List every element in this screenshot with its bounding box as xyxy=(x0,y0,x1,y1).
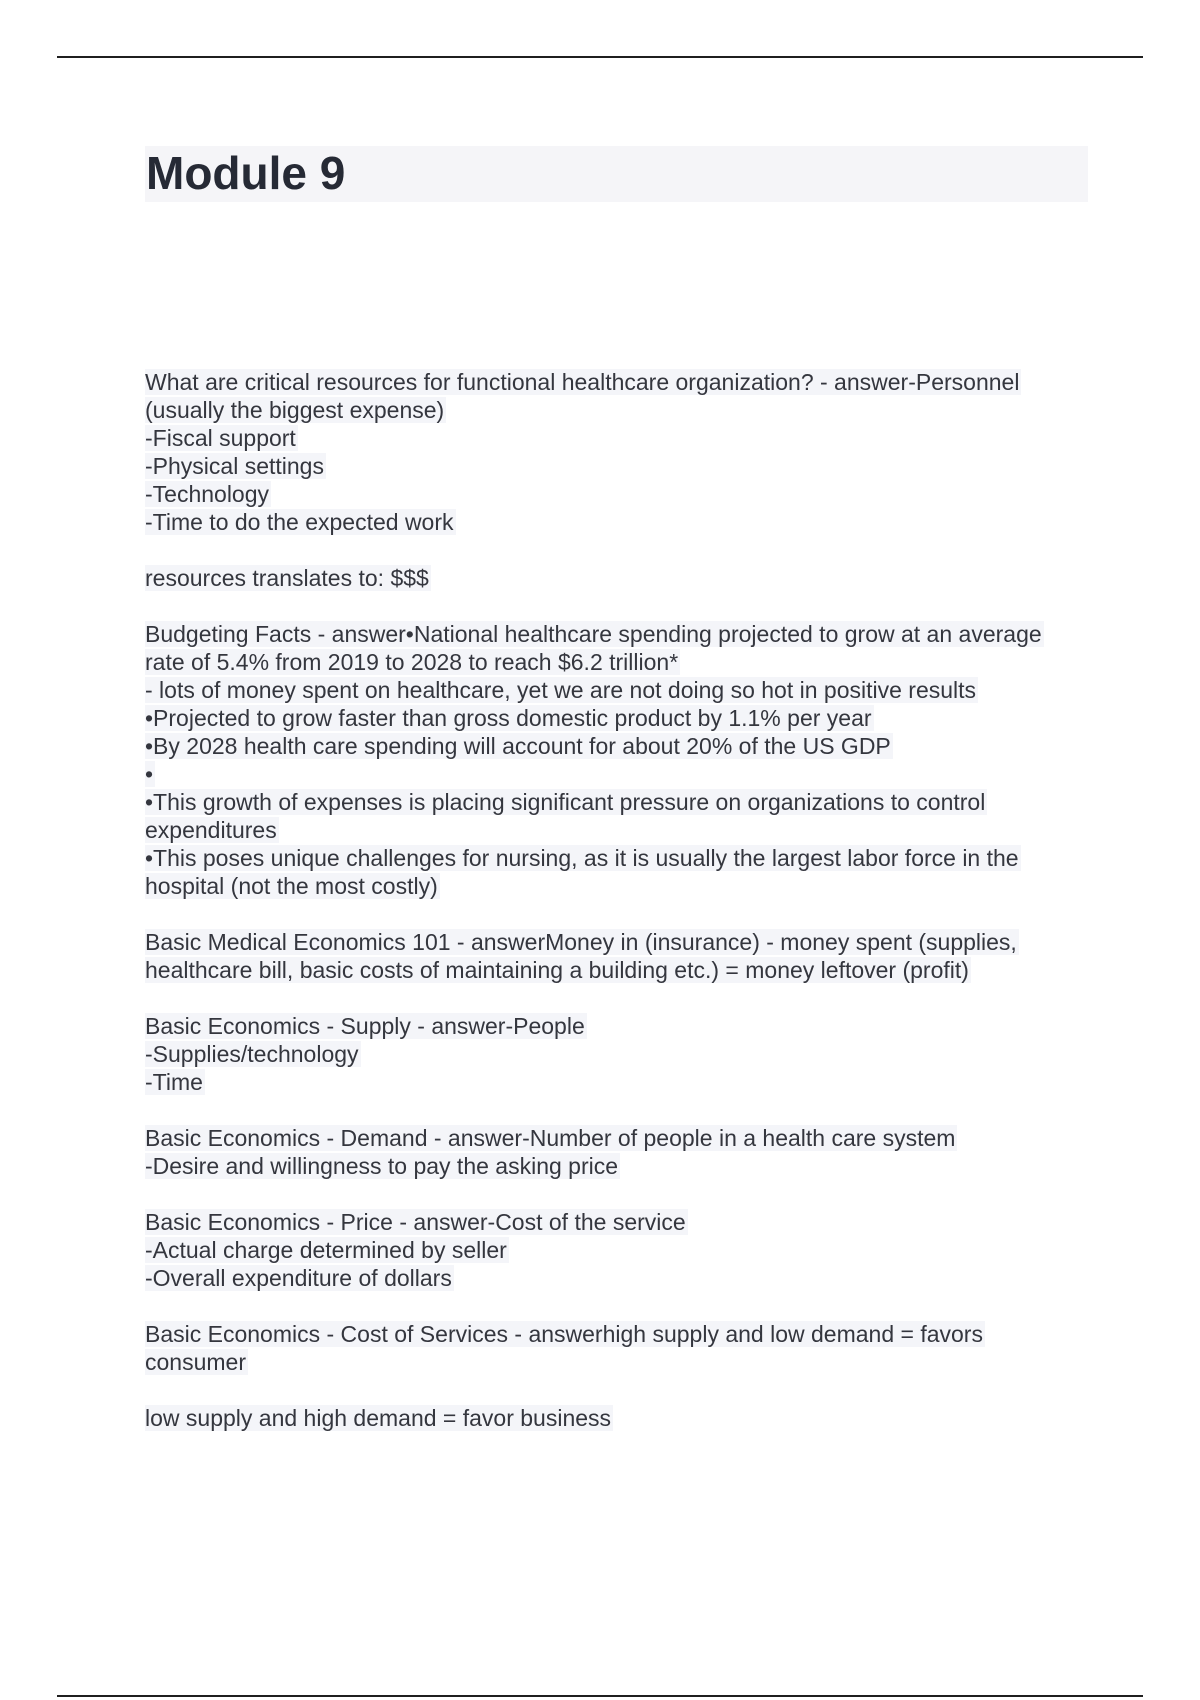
qa-entry xyxy=(145,1320,1095,1376)
text-line-content: -Time xyxy=(145,1069,203,1095)
text-line-content: low supply and high demand = favor business xyxy=(145,1405,612,1431)
text-line xyxy=(145,1348,1095,1376)
text-line xyxy=(145,956,1095,984)
qa-entry xyxy=(145,1208,1095,1292)
text-line xyxy=(145,1152,1095,1180)
text-line-content: (usually the biggest expense) xyxy=(145,397,445,423)
text-line-content: Basic Economics - Cost of Services - answerhigh supply and low demand = favors xyxy=(145,1321,983,1347)
text-line-content: -Actual charge determined by seller xyxy=(145,1237,507,1263)
text-line-content: healthcare bill, basic costs of maintaining a building etc.) = money leftover (profit) xyxy=(145,957,969,983)
text-line xyxy=(145,1124,1095,1152)
text-line-content: hospital (not the most costly) xyxy=(145,873,438,899)
text-line xyxy=(145,1208,1095,1236)
text-line xyxy=(145,676,1095,704)
text-line-content: What are critical resources for functional healthcare organization? - answer-Personnel xyxy=(145,369,1020,395)
text-line-content: Budgeting Facts - answer•National healthcare spending projected to grow at an average xyxy=(145,621,1042,647)
text-line-content: • xyxy=(145,761,154,787)
qa-entry xyxy=(145,928,1095,984)
text-line-content: -Time to do the expected work xyxy=(145,509,454,535)
text-line xyxy=(145,480,1095,508)
text-line xyxy=(145,564,1095,592)
text-line xyxy=(145,1264,1095,1292)
text-line-content: Basic Economics - Price - answer-Cost of the service xyxy=(145,1209,686,1235)
text-line xyxy=(145,1040,1095,1068)
text-line-content: -Supplies/technology xyxy=(145,1041,359,1067)
qa-entry xyxy=(145,1012,1095,1096)
text-line-content: •This growth of expenses is placing significant pressure on organizations to control xyxy=(145,789,986,815)
text-line-content: consumer xyxy=(145,1349,246,1375)
qa-entry xyxy=(145,1404,1095,1432)
text-line xyxy=(145,1236,1095,1264)
qa-entry xyxy=(145,564,1095,592)
text-line xyxy=(145,620,1095,648)
text-line xyxy=(145,508,1095,536)
text-line xyxy=(145,1320,1095,1348)
text-line xyxy=(145,452,1095,480)
qa-entry xyxy=(145,620,1095,900)
text-line-content: resources translates to: $$$ xyxy=(145,565,429,591)
top-rule xyxy=(57,56,1143,58)
text-line-content: •By 2028 health care spending will account for about 20% of the US GDP xyxy=(145,733,891,759)
text-line-content: •This poses unique challenges for nursing, as it is usually the largest labor force in the xyxy=(145,845,1019,871)
text-line-content: Basic Economics - Demand - answer-Number of people in a health care system xyxy=(145,1125,956,1151)
text-line-content: -Physical settings xyxy=(145,453,324,479)
text-line-content: •Projected to grow faster than gross domestic product by 1.1% per year xyxy=(145,705,872,731)
text-line xyxy=(145,872,1095,900)
text-line-content: Basic Economics - Supply - answer-People xyxy=(145,1013,585,1039)
text-line xyxy=(145,788,1095,816)
text-line xyxy=(145,1404,1095,1432)
page-title: Module 9 xyxy=(146,147,346,199)
text-line xyxy=(145,396,1095,424)
text-line-content: - lots of money spent on healthcare, yet we are not doing so hot in positive results xyxy=(145,677,977,703)
text-line-content: rate of 5.4% from 2019 to 2028 to reach $6.2 trillion* xyxy=(145,649,679,675)
text-line-content: -Fiscal support xyxy=(145,425,296,451)
text-line-content: -Desire and willingness to pay the asking price xyxy=(145,1153,619,1179)
text-line-content: -Overall expenditure of dollars xyxy=(145,1265,452,1291)
text-line-content: Basic Medical Economics 101 - answerMoney in (insurance) - money spent (supplies, xyxy=(145,929,1017,955)
text-line-content: expenditures xyxy=(145,817,277,843)
text-line xyxy=(145,760,1095,788)
text-line xyxy=(145,844,1095,872)
qa-entry xyxy=(145,368,1095,536)
text-line xyxy=(145,704,1095,732)
qa-entry xyxy=(145,1124,1095,1180)
text-line xyxy=(145,368,1095,396)
text-line xyxy=(145,648,1095,676)
text-line xyxy=(145,816,1095,844)
text-line xyxy=(145,928,1095,956)
text-line xyxy=(145,1012,1095,1040)
text-line-content: -Technology xyxy=(145,481,270,507)
text-line xyxy=(145,732,1095,760)
bottom-rule xyxy=(57,1695,1143,1697)
text-line xyxy=(145,1068,1095,1096)
text-line xyxy=(145,424,1095,452)
document-body xyxy=(145,368,1095,1460)
